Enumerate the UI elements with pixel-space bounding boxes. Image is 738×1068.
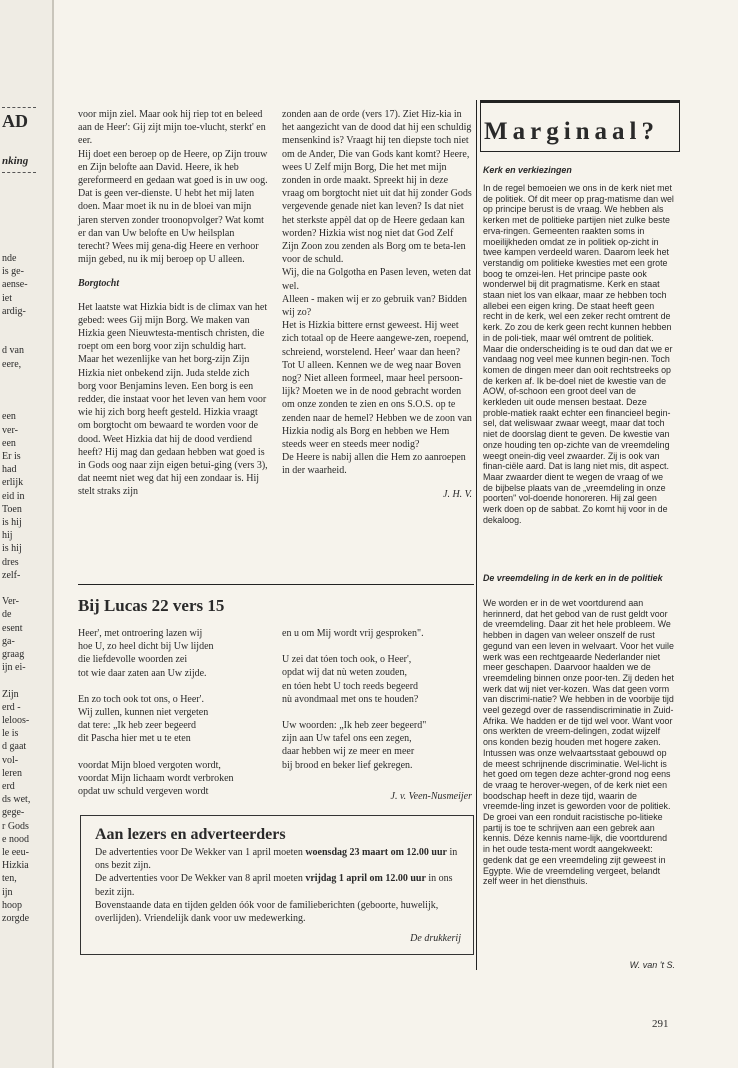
cropped-text-line: ds wet, (2, 794, 31, 806)
article-paragraph: Alleen - maken wij er zo gebruik van? Bidden wij zo? (282, 293, 467, 319)
cropped-text-line: dres (2, 556, 19, 568)
cropped-text-line: ardig- (2, 305, 26, 317)
cropped-text-line: ijn (2, 886, 13, 898)
cropped-text-line: zorgde (2, 913, 30, 924)
article-subheading: Borgtocht (78, 278, 120, 290)
marginaal-body-1: In de regel bemoeien we ons in de kerk niet met de politiek. Of dit meer op prag-matisme dan wel op principe berust is de vraag. We hebben als kerken met de politieke partijen niet zulke beste erva-ringen. Gemeenten raakten soms in moeilijkheden omdat ze in politiek op-zicht in twee kampen verdeeld waren. Daarom leek het verstandig om politieke kwesties met een grote boog te omzei-len. Het principe paste ook wonderwel bij dit pragmatisme. Kerk en staat staan niet los van elkaar, maar ze hebben toch allebei een eigen kring. De staat heeft geen recht in de kerk, wel een zeker recht omtrent de kerk. Zo zou de kerk geen recht kunnen hebben in de poli-tiek, maar wél omtrent de politiek. Maar die onderscheiding is te oud dan dat we er vandaag nog veel mee kunnen begin-nen. Toch komen de dingen meer dan ooit rechtstreeks op de kerken af. Ik be-doel niet de kwestie van de AOW, of-schoon een groot deel van de kerkleden uit oude mensen bestaat. Deze proble-matiek raakt echter een financieel begin-sel, dat weliswaar zwaar weegt, maar dat toch niet de doorslag dient te geven. De kwestie van onze houding ten op-zichte van de vreemdeling weegt onein-dig veel zwaarder. Zij is ook van finan-ciële aard. Dat is lang niet mis, dit aspect. Maar zwaarder dient te wegen de vraag of we de bijbelse plaats van de „vreemdeling in onze poorten" vol-doende honoreren. Hij zal geen werk doen op de sabbat. Zo komt hij voor in de dekaloog. (483, 183, 674, 525)
poem-column-1 (78, 627, 278, 811)
cropped-text-line: d gaat (2, 741, 27, 753)
cropped-text-line: vol- (2, 754, 19, 766)
notice-box (80, 815, 474, 955)
cropped-text-line: zelf- (2, 569, 21, 581)
cropped-text-line: is hij (2, 543, 22, 555)
cropped-text-line: Hizkia (2, 860, 29, 872)
marginaal-subheading: De vreemdeling in de kerk en in de politiek (483, 573, 663, 583)
cropped-text-line: eid in (2, 490, 25, 502)
notice-deadline: vrijdag 1 april om 12.00 uur (305, 873, 426, 885)
notice-deadline: woensdag 23 maart om 12.00 uur (305, 847, 447, 858)
article-column-2 (282, 108, 472, 501)
cropped-text-line: le eeu- (2, 847, 29, 858)
cropped-text-line: hij (2, 530, 13, 542)
poem-stanza: Heer', met ontroering lazen wij hoe U, zo heel dicht bij Uw lijden die liefdevolle woorden zei tot wie daar zaten aan Uw zijde. (78, 628, 214, 679)
notice-line: De advertenties voor De Wekker van 1 april moeten woensdag 23 maart om 12.00 uur in ons bezit zijn. (95, 847, 458, 872)
article-signature: J. H. V. (443, 488, 472, 500)
poem-stanza: Uw woorden: „Ik heb zeer begeerd" zijn aan Uw tafel ons een zegen, daar hebben wij ze meer en meer bij brood en beker lief gekregen. (282, 720, 427, 771)
dashed-rule (2, 107, 36, 108)
cropped-text-line: r Gods (2, 820, 29, 832)
cropped-text-line: ver- (2, 424, 18, 436)
article-paragraph: Wij, die na Golgotha en Pasen leven, weten dat wel. (282, 267, 471, 292)
cropped-text-line: had (2, 464, 17, 476)
cropped-heading: AD (2, 111, 28, 131)
cropped-text-line: leloos- (2, 715, 30, 726)
cropped-text-line: een (2, 437, 16, 449)
poem-stanza: en u om Mij wordt vrij gesproken". (282, 628, 424, 639)
cropped-text-line: esent (2, 622, 23, 634)
cropped-text-line: is hij (2, 517, 22, 528)
page-number: 291 (652, 1018, 669, 1030)
poem-title: Bij Lucas 22 vers 15 (78, 596, 225, 615)
cropped-text-line: Toen (2, 503, 22, 515)
section-divider (78, 584, 474, 585)
article-paragraph: voor mijn ziel. Maar ook hij riep tot en beleed aan de Heer': Gij zijt mijn toe-vlucht, sterkt' en eer. (78, 109, 266, 147)
marginaal-subheading: Kerk en verkiezingen (483, 165, 572, 175)
article-column-1 (78, 108, 268, 499)
cropped-text-line: hoop (2, 899, 22, 911)
cropped-text-line: Er is (2, 451, 21, 462)
cropped-text-line: Ver- (2, 596, 20, 608)
notice-line: Bovenstaande data en tijden gelden óók voor de familieberichten (geboorte, huwelijk, overlijden). Vriendelijk dank voor uw medewerking. (95, 899, 439, 925)
notice-title: Aan lezers en adverteerders (95, 826, 286, 843)
cropped-text-line: le is (2, 728, 19, 740)
marginaal-body-2: We worden er in de wet voortdurend aan herinnerd, dat het gebod van de rust geldt voor de vreemdeling. Daar zit het hele probleem. We hebben in dagen van weleer onszelf de rust gegund van een leven in welvaart. Voor het vuile werk was een rechtgeaarde Nederlander niet meer geschapen. Daarvoor haalden we de vreemdeling binnen onze poor-ten. Zij deden het werk dat wij niet ver-kozen. Was dat geen vorm van discrimi-natie? We hebben in de voorbije tijd veel gezegd over de rassendiscriminatie in Zuid-Afrika. We hadden er de tijd wel voor. Want voor ons werkten de vreem-delingen, zodat wijzelf ons konden bezig houden met hogere zaken. Intussen was onze welvaartsstaat gebouwd op de meest schrijnende discriminatie. Wel-licht is het goed om tegen deze achter-grond nog eens de vraag te herover-wegen, of de kerk niet een boodschap heeft in deze tijd, waarin de vreemde-ling inzet is geworden voor de politiek. De groei van een ronduit racistische po-litieke partij is toe te schrijven aan een gebrek aan kennis. Déze kennis name-lijk, die voortdurend in het oude testa-ment wordt aangekweekt: gedenk dat ge een vreemdeling zijt geweest in Egypte. Wie de vreemdeling vergeet, belandt zelf weer in het diensthuis. (483, 598, 674, 887)
poem-stanza: En zo toch ook tot ons, o Heer'. Wij zullen, kunnen niet vergeten dat tere: „Ik heb zeer begeerd dit Pascha hier met u te eten (78, 693, 209, 745)
cropped-text-line: leren (2, 767, 22, 779)
poem-author: J. v. Veen-Nusmeijer (390, 791, 472, 802)
notice-body (95, 846, 461, 925)
cropped-text-line: ten, (2, 873, 17, 885)
cropped-text-line: d van (2, 345, 24, 357)
marginaal-signature: W. van 't S. (629, 960, 675, 970)
dashed-rule (2, 172, 36, 173)
cropped-text-line: ijn ei- (2, 662, 26, 674)
cropped-text-line: erd - (2, 701, 21, 713)
column-divider (476, 100, 477, 970)
cropped-subheading: nking (2, 155, 29, 167)
cropped-text-line: de (2, 609, 12, 621)
notice-signature: De drukkerij (410, 933, 461, 944)
marginaal-title: Marginaal? (484, 118, 659, 145)
cropped-text-line: graag (2, 649, 25, 660)
article-paragraph: zonden aan de orde (vers 17). Ziet Hiz-kia in het aangezicht van de dood dat hij een schuldig mensenkind is? Vraagt hij ten diepste toch niet om de Ander, Die van Gods kant komt? Heere, wees U Zelf mijn Borg, Die het met mijn zonden in orde maakt. Spreekt hij in deze vraag om borgtocht niet uit dat hij zonder Gods vergevende genade niet kan leven? Is dat niet het sterkste appèl dat op de Heere gedaan kan worden? Hizkia wist nog niet dat God Zelf Zijn Zoon zou zenden als Borg om te beta-len voor de schuld. (282, 109, 472, 266)
poem-stanza: voordat Mijn bloed vergoten wordt, voordat Mijn lichaam wordt verbroken opdat uw schuld vergeven wordt (78, 759, 234, 798)
cropped-text-line: is ge- (2, 266, 24, 278)
cropped-text-line: gege- (2, 807, 25, 819)
previous-page-strip (0, 0, 54, 1068)
cropped-text-line: erlijk (2, 477, 24, 489)
notice-line: De advertenties voor De Wekker van 8 april moeten vrijdag 1 april om 12.00 uur in ons bezit zijn. (95, 873, 453, 898)
article-paragraph: Hij doet een beroep op de Heere, op Zijn trouw en Zijn belofte aan David. Heere, ik heb gereformeerd en gedaan wat goed is in uw oog. Dat is geen ver-dienste. U hebt het mij laten doen. Maar moet ik nu in de bloei van mijn jaren sterven zonder troonopvolger? Wat komt er dan van Uw belofte en Uw heilsplan terecht? Wees mij gena-dig Heere en verhoor mijn gebed, nu ik mij beroep op U alleen. (78, 148, 268, 266)
cropped-text-line: ga- (2, 635, 15, 647)
cropped-text-line: Zijn (2, 688, 19, 700)
article-paragraph: Het laatste wat Hizkia bidt is de climax van het gebed: wees Gij mijn Borg. We maken van Hizkia geen Nieuwtesta-mentisch christen, die roept om een borg voor zijn schuldig hart. Maar het wezenlijke van het borg-zijn Zijn Hizkia niet onbekend zijn. Juda stelde zich borg voor Benjamins leven. Een borg is een redder, die instaat voor het leven van hem voor wie hij zich borg heeft gesteld. Hizkia vraagt om borgtocht om bewaard te worden voor de dood. Weet Hizkia dat hij de dood verdiend heeft? Hij mag dan gedaan hebben wat goed is in Gods oog naar zijn eigen betui-ging (vers 3), dat neemt niet weg dat hij een zondaar is. Hij stelt straks zijn (78, 301, 268, 498)
poem-stanza: U zei dat tóen toch ook, o Heer', opdat wij dat nù weten zouden, en tóen hebt U toch reeds begeerd nù avondmaal met ons te houden? (282, 654, 419, 705)
marginaal-header-box (480, 100, 680, 152)
cropped-text-line: nde (2, 253, 17, 264)
cropped-text-line: aense- (2, 279, 28, 291)
cropped-text-line: iet (2, 292, 12, 304)
article-paragraph: De Heere is nabij allen die Hem zo aanroepen in der waarheid. (282, 452, 466, 477)
poem-column-2 (282, 627, 474, 785)
article-paragraph: Het is Hizkia bittere ernst geweest. Hij weet zich totaal op de Heere aangewe-zen, roepend, schreiend, worstelend. Heer' waar dan heen? Tot U alleen. Kennen we de weg naar Boven nog? Niet alleen formeel, maar heel persoon-lijk? Moeten we in de nood gebracht worden om onze zonden te zien en ons S.O.S. op te zenden naar de hemel? Hebben we de zoon van Hizkia nodig als Borg en hebben we Hem steeds weer en steeds meer nodig? (282, 320, 472, 451)
cropped-text-line: erd (2, 781, 15, 792)
cropped-text-line: een (2, 411, 16, 423)
cropped-text-line: e nood (2, 833, 29, 845)
cropped-text-line: eere, (2, 358, 22, 370)
